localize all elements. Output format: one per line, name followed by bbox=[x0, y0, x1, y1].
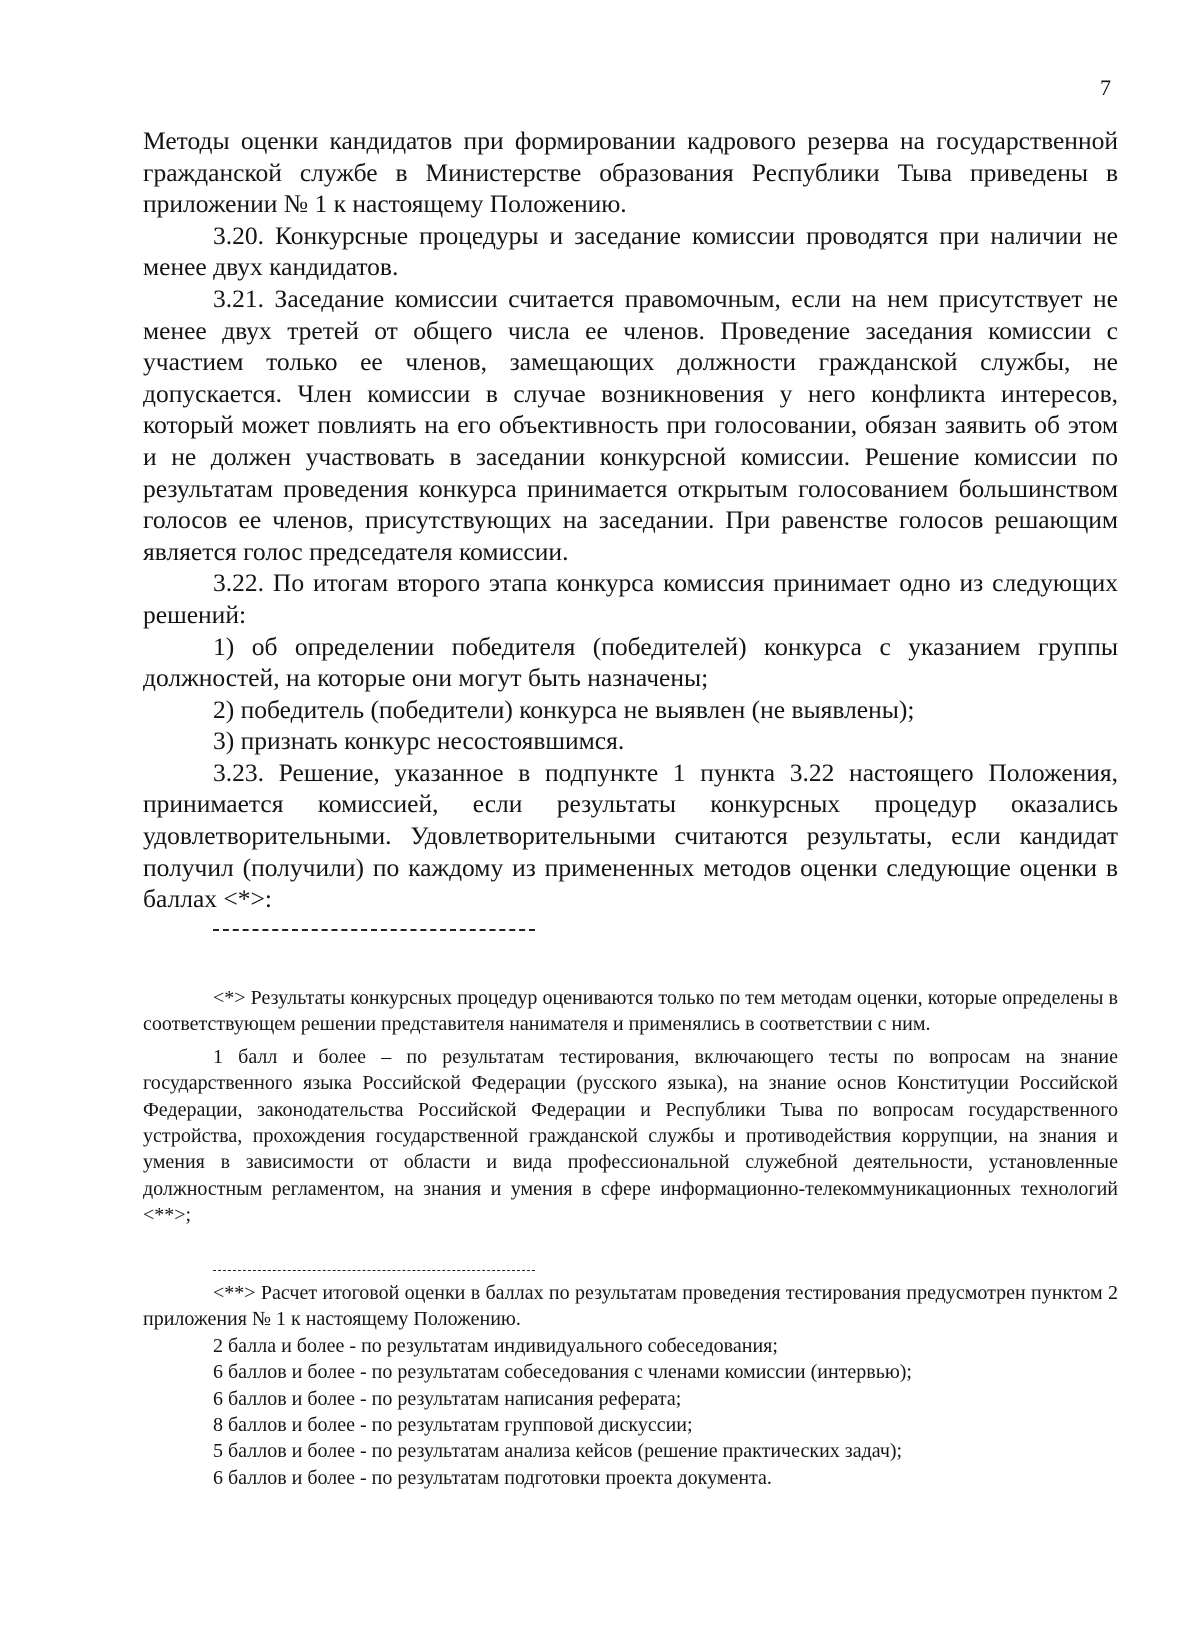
paragraph-3-22: 3.22. По итогам второго этапа конкурса комиссия принимает одно из следующих решений: bbox=[143, 568, 1118, 629]
list-item-decision-3: 3) признать конкурс несостоявшимся. bbox=[213, 726, 625, 756]
page-number: 7 bbox=[1100, 75, 1111, 100]
footnote-separator bbox=[213, 929, 535, 931]
list-item-decision-1: 1) об определении победителя (победителей) конкурса с указанием группы должностей, на которые они могут быть назначены; bbox=[143, 631, 1118, 693]
score-group-discussion: 8 баллов и более - по результатам групповой дискуссии; bbox=[213, 1414, 693, 1437]
paragraph-3-20: 3.20. Конкурсные процедуры и заседание комиссии проводятся при наличии не менее двух кандидатов. bbox=[143, 220, 1118, 282]
main-text bbox=[143, 125, 1118, 931]
score-individual-interview: 2 балла и более - по результатам индивидуального собеседования; bbox=[213, 1334, 778, 1357]
score-testing: 1 балл и более – по результатам тестирования, включающего тесты по вопросам на знание государственного языка Российской Федерации (русского языка), на знание основ Конституции Российской Федерации, законодательства Российской Федерации и Республики Тыва по вопросам государственного устройства, прохождения государственной гражданской службы и противодействия коррупции, на знания и умения в зависимости от области и вида профессиональной служебной деятельности, установленные должностным регламентом, на знания и умения в сфере информационно-телекоммуникационных технологий <**>; bbox=[143, 1045, 1118, 1227]
list-item-decision-2: 2) победитель (победители) конкурса не выявлен (не выявлены); bbox=[213, 694, 915, 724]
footnote-asterisk: <*> Результаты конкурсных процедур оцениваются только по тем методам оценки, которые определены в соответствующем решении представителя нанимателя и применялись в соответствии с ним. bbox=[143, 987, 1118, 1036]
paragraph-methods: Методы оценки кандидатов при формировании кадрового резерва на государственной гражданской службе в Министерстве образования Республики Тыва приведены в приложении № 1 к настоящему Положению. bbox=[143, 126, 1118, 219]
footnote-block-2 bbox=[143, 1280, 1118, 1491]
paragraph-3-21: 3.21. Заседание комиссии считается правомочным, если на нем присутствует не менее двух третей от общего числа ее членов. Проведение заседания комиссии с участием только ее членов, замещающих должности гражданской службы, не допускается. Член комиссии в случае возникновения у него конфликта интересов, который может повлиять на его объективность при голосовании, обязан заявить об этом и не должен участвовать в заседании конкурсной комиссии. Решение комиссии по результатам проведения конкурса принимается открытым голосованием большинством голосов ее членов, присутствующих на заседании. При равенстве голосов решающим является голос председателя комиссии. bbox=[143, 283, 1118, 566]
paragraph-3-23: 3.23. Решение, указанное в подпункте 1 пункта 3.22 настоящего Положения, принимается комиссией, если результаты конкурсных процедур оказались удовлетворительными. Удовлетворительными считаются результаты, если кандидат получил (получили) по каждому из примененных методов оценки следующие оценки в баллах <*>: bbox=[143, 757, 1118, 914]
score-document-draft: 6 баллов и более - по результатам подготовки проекта документа. bbox=[213, 1466, 772, 1489]
score-commission-interview: 6 баллов и более - по результатам собеседования с членами комиссии (интервью); bbox=[213, 1361, 912, 1384]
score-essay: 6 баллов и более - по результатам написания реферата; bbox=[213, 1387, 682, 1410]
footnote-block-1 bbox=[143, 985, 1118, 1229]
footnote-double-asterisk: <**> Расчет итоговой оценки в баллах по результатам проведения тестирования предусмотрен пунктом 2 приложения № 1 к настоящему Положению. bbox=[143, 1282, 1118, 1331]
score-case-analysis: 5 баллов и более - по результатам анализа кейсов (решение практических задач); bbox=[213, 1440, 903, 1463]
footnote-separator-2 bbox=[213, 1270, 535, 1271]
